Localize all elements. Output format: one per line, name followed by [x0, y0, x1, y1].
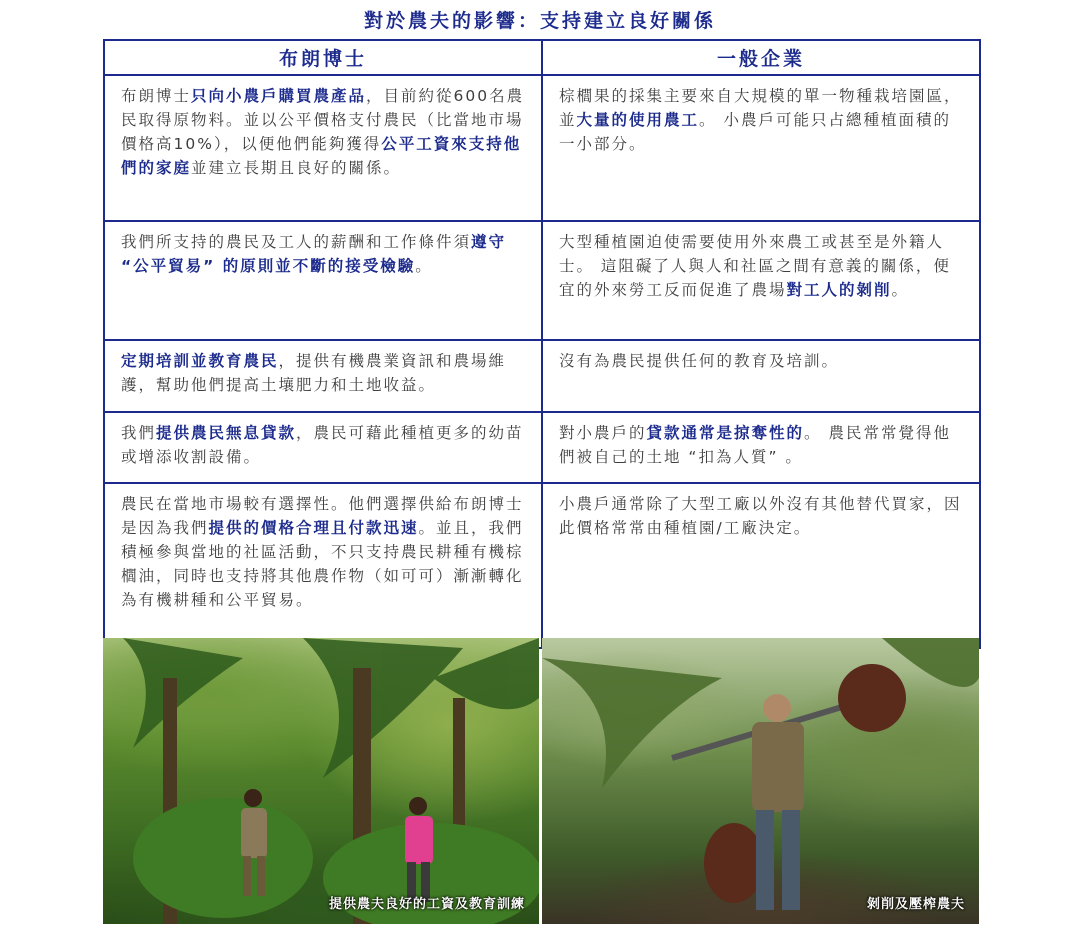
- cell-text: 並建立長期且良好的關係。: [191, 159, 402, 177]
- right-photo-caption: 剝削及壓榨農夫: [866, 897, 965, 912]
- highlight-text: 只向小農戶購買農產品: [191, 87, 367, 105]
- exploitation-photo: [542, 638, 979, 924]
- worker-illustration: [542, 638, 979, 924]
- cell-text: 。 小農戶可能只占總種植面積的一小部分。: [559, 111, 951, 153]
- comparison-row: [104, 483, 980, 648]
- highlight-text: 定期培訓並教育農民: [121, 352, 279, 370]
- cell-text: ，農民可藉此種植更多的幼苗或增添收割設備。: [121, 424, 524, 466]
- farmers-photo: [103, 638, 539, 924]
- comparison-row: [104, 75, 980, 221]
- page-title: 對於農夫的影響：支持建立良好關係: [363, 10, 716, 32]
- dr-bronner-cell: [104, 221, 542, 340]
- dr-bronner-cell: [104, 412, 542, 483]
- highlight-text: 貸款通常是掠奪性的: [646, 424, 805, 442]
- highlight-text: 提供農民無息貸款: [156, 424, 297, 442]
- comparison-row: [104, 340, 980, 412]
- cell-text: 大型種植園迫使需要使用外來農工或甚至是外籍人士。 這阻礙了人與人和社區之間有意義的關係，便宜的外來勞工反而促進了農場: [559, 233, 951, 299]
- highlight-text: 對工人的剝削: [786, 281, 892, 299]
- dr-bronner-cell: [104, 340, 542, 412]
- cell-text: ，目前約從600名農民取得原物料。並以公平價格支付農民（比當地市場價格高10%），以便他們能夠獲得: [121, 87, 525, 153]
- left-photo-caption: 提供農夫良好的工資及教育訓練: [328, 897, 525, 912]
- dr-bronner-cell: [104, 75, 542, 221]
- cell-text: 。: [891, 281, 910, 299]
- header-dr-bronner: 布朗博士: [104, 40, 542, 75]
- cell-text: 我們所支持的農民及工人的薪酬和工作條件須: [121, 233, 472, 251]
- cell-text: 農民在當地市場較有選擇性。他們選擇供給布朗博士是因為我們: [121, 495, 524, 537]
- comparison-row: [104, 221, 980, 340]
- cell-text: 。: [415, 257, 433, 275]
- cell-text: 。並且，我們積極參與當地的社區活動，不只支持農民耕種有機棕櫚油，同時也支持將其他農作物（如可可）漸漸轉化為有機耕種和公平貿易。: [121, 519, 524, 609]
- cell-text: 棕櫚果的採集主要來自大規模的單一物種栽培園區，並: [559, 87, 962, 129]
- highlight-text: 公平工資來支持他們的家庭: [121, 135, 522, 177]
- general-company-cell: [542, 412, 980, 483]
- highlight-text: 大量的使用農工: [576, 111, 700, 129]
- general-company-cell: [542, 483, 980, 648]
- general-company-cell: [542, 340, 980, 412]
- cell-text: 小農戶通常除了大型工廠以外沒有其他替代買家，因此價格常常由種植園/工廠決定。: [559, 495, 962, 537]
- general-company-cell: [542, 75, 980, 221]
- cell-text: 沒有為農民提供任何的教育及培訓。: [559, 352, 840, 370]
- cell-text: 我們: [121, 424, 157, 442]
- header-general-companies: 一般企業: [542, 40, 980, 75]
- comparison-row: [104, 412, 980, 483]
- comparison-table: [103, 39, 981, 649]
- highlight-text: 遵守 “公平貿易” 的原則並不斷的接受檢驗: [121, 233, 507, 275]
- cell-text: 對小農戶的: [559, 424, 647, 442]
- general-company-cell: [542, 221, 980, 340]
- cell-text: 布朗博士: [121, 87, 192, 105]
- cell-text: 。 農民常常覺得他們被自己的土地 “扣為人質” 。: [559, 424, 951, 466]
- cell-text: ，提供有機農業資訊和農場維護，幫助他們提高土壤肥力和土地收益。: [121, 352, 507, 394]
- highlight-text: 提供的價格合理且付款迅速: [208, 519, 419, 537]
- farmers-illustration: [103, 638, 539, 924]
- dr-bronner-cell: [104, 483, 542, 648]
